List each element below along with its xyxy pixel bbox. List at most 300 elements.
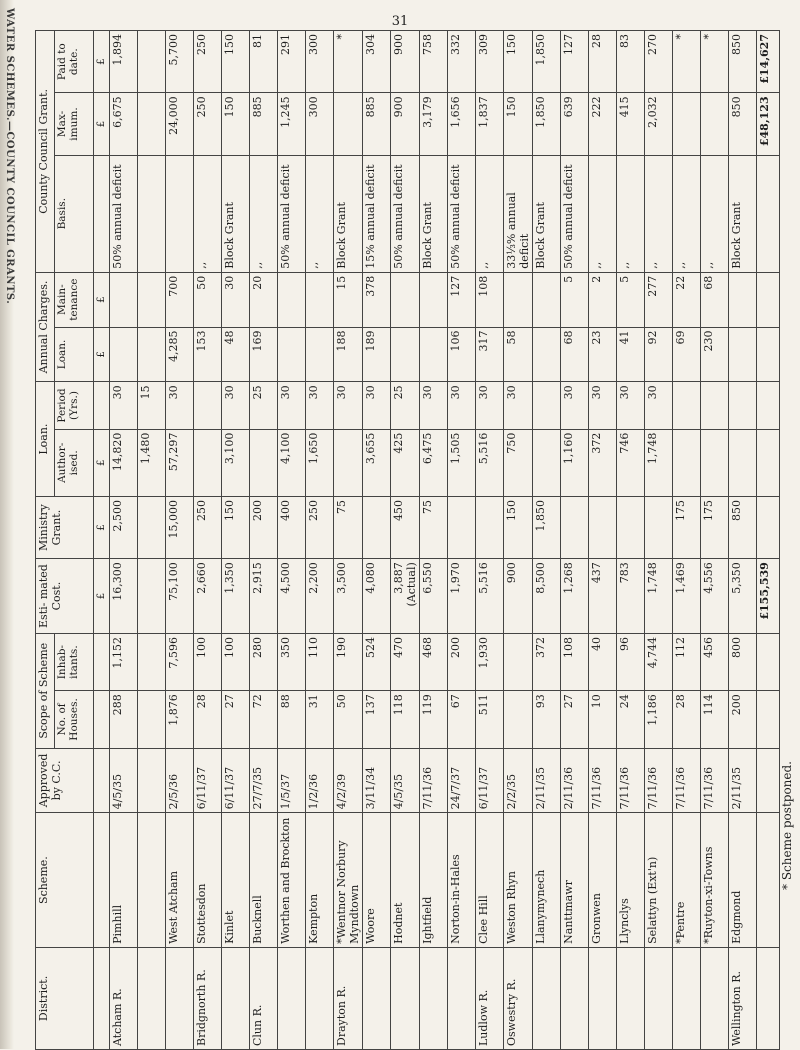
cell-ministry: 2,500 xyxy=(110,496,138,558)
cell-approved xyxy=(138,748,166,813)
total-cost: £155,539 xyxy=(757,559,780,634)
header-inhabitants: Inhab- itants. xyxy=(55,633,94,690)
cell-paid: 1,894 xyxy=(110,31,138,93)
cell-authorised xyxy=(533,429,561,496)
cell-authorised: 372 xyxy=(589,429,617,496)
cell-loan: 68 xyxy=(561,327,589,382)
cell-scheme: *Ruyton-xi-Towns xyxy=(701,813,729,948)
cell-ministry: 150 xyxy=(504,496,533,558)
cell-basis xyxy=(138,155,166,272)
cell-scheme: Llanymynech xyxy=(533,813,561,948)
cell-district xyxy=(363,947,391,1049)
cell-approved: 7/11/36 xyxy=(673,748,701,813)
cell-paid: 250 xyxy=(194,31,222,93)
cell-inhabitants xyxy=(504,633,533,690)
cell-maximum: 2,032 xyxy=(645,93,673,155)
cell-paid: 150 xyxy=(504,31,533,93)
table-row xyxy=(533,31,561,1050)
cell-maintenance: 20 xyxy=(250,272,278,327)
cell-ministry: 75 xyxy=(334,496,363,558)
cell-authorised xyxy=(250,429,278,496)
cell-maintenance: 2 xyxy=(589,272,617,327)
cell-maximum: 639 xyxy=(561,93,589,155)
cell-cost: 1,268 xyxy=(561,559,589,634)
cell-inhabitants: 190 xyxy=(334,633,363,690)
cell-authorised: 1,480 xyxy=(138,429,166,496)
cell-cost: 4,080 xyxy=(363,559,391,634)
cell-district xyxy=(645,947,673,1049)
cell-inhabitants: 100 xyxy=(222,633,250,690)
cell-period: 30 xyxy=(504,382,533,429)
cell-authorised: 1,748 xyxy=(645,429,673,496)
cell-inhabitants: 40 xyxy=(589,633,617,690)
cell-approved: 27/7/35 xyxy=(250,748,278,813)
cell-approved: 7/11/36 xyxy=(420,748,448,813)
cell-maintenance: 378 xyxy=(363,272,391,327)
cell-paid: 83 xyxy=(617,31,645,93)
cell-loan xyxy=(138,327,166,382)
cell-houses: 28 xyxy=(673,691,701,748)
cell-loan xyxy=(391,327,420,382)
cell-houses: 72 xyxy=(250,691,278,748)
cell-ministry xyxy=(138,496,166,558)
cell-basis: 50% annual deficit xyxy=(561,155,589,272)
page-number: 31 xyxy=(391,14,409,29)
cell-houses: 511 xyxy=(476,691,504,748)
cell-loan: 230 xyxy=(701,327,729,382)
cell-cost: 3,887 (Actual) xyxy=(391,559,420,634)
cell-paid: 300 xyxy=(306,31,334,93)
cell-district xyxy=(589,947,617,1049)
unit-maintenance: £ xyxy=(94,272,110,327)
cell-scheme: *Wentnor Norbury Myndtown xyxy=(334,813,363,948)
cell-paid: * xyxy=(334,31,363,93)
cell-basis: ,, xyxy=(617,155,645,272)
cell-authorised: 1,160 xyxy=(561,429,589,496)
cell-period xyxy=(729,382,757,429)
cell-loan xyxy=(420,327,448,382)
unit-cost: £ xyxy=(94,559,110,634)
cell-maintenance xyxy=(306,272,334,327)
cell-period xyxy=(701,382,729,429)
cell-paid: 28 xyxy=(589,31,617,93)
cell-ministry: 1,850 xyxy=(533,496,561,558)
cell-paid: * xyxy=(673,31,701,93)
cell-loan: 188 xyxy=(334,327,363,382)
cell-district xyxy=(391,947,420,1049)
cell-maximum: 900 xyxy=(391,93,420,155)
cell-district xyxy=(306,947,334,1049)
cell-paid: 900 xyxy=(391,31,420,93)
cell-scheme: Woore xyxy=(363,813,391,948)
cell-approved: 6/11/37 xyxy=(222,748,250,813)
cell-maintenance: 68 xyxy=(701,272,729,327)
cell-scheme: *Pentre xyxy=(673,813,701,948)
cell-basis: 50% annual deficit xyxy=(110,155,138,272)
cell-maximum: 885 xyxy=(363,93,391,155)
cell-period: 25 xyxy=(250,382,278,429)
cell-scheme: Nanttmawr xyxy=(561,813,589,948)
table-row xyxy=(561,31,589,1050)
table-row xyxy=(222,31,250,1050)
cell-period: 30 xyxy=(110,382,138,429)
cell-houses: 200 xyxy=(729,691,757,748)
cell-basis: 50% annual deficit xyxy=(391,155,420,272)
cell-basis: 50% annual deficit xyxy=(278,155,306,272)
cell-houses: 28 xyxy=(194,691,222,748)
cell-authorised xyxy=(334,429,363,496)
cell-authorised: 57,297 xyxy=(166,429,194,496)
cell-ministry xyxy=(589,496,617,558)
cell-maximum xyxy=(138,93,166,155)
cell-maximum: 1,837 xyxy=(476,93,504,155)
cell-maximum: 6,675 xyxy=(110,93,138,155)
cell-maximum: 850 xyxy=(729,93,757,155)
cell-authorised: 4,100 xyxy=(278,429,306,496)
table-row xyxy=(278,31,306,1050)
spine-title xyxy=(3,0,17,1049)
cell-inhabitants: 468 xyxy=(420,633,448,690)
cell-approved: 7/11/36 xyxy=(589,748,617,813)
cell-scheme: Worthen and Brockton xyxy=(278,813,306,948)
cell-ministry: 175 xyxy=(701,496,729,558)
table-row xyxy=(250,31,278,1050)
table-row xyxy=(166,31,194,1050)
cell-cost: 2,915 xyxy=(250,559,278,634)
cell-ministry xyxy=(363,496,391,558)
cell-authorised: 3,655 xyxy=(363,429,391,496)
header-ministry: Ministry Grant. xyxy=(36,496,94,558)
cell-district: Atcham R. xyxy=(110,947,138,1049)
cell-paid: 270 xyxy=(645,31,673,93)
cell-basis: ,, xyxy=(250,155,278,272)
cell-basis: ,, xyxy=(701,155,729,272)
cell-approved: 3/11/34 xyxy=(363,748,391,813)
cell-inhabitants: 350 xyxy=(278,633,306,690)
cell-inhabitants: 100 xyxy=(194,633,222,690)
cell-scheme: Edgmond xyxy=(729,813,757,948)
header-scheme: Scheme. xyxy=(36,813,94,948)
cell-loan: 106 xyxy=(448,327,476,382)
cell-approved: 7/11/36 xyxy=(701,748,729,813)
footnote-text: * Scheme postponed. xyxy=(780,761,794,890)
header-approved: Approved by C.C. xyxy=(36,748,94,813)
cell-maximum: 300 xyxy=(306,93,334,155)
table-row xyxy=(645,31,673,1050)
cell-cost: 4,500 xyxy=(278,559,306,634)
cell-ministry: 400 xyxy=(278,496,306,558)
cell-cost: 6,550 xyxy=(420,559,448,634)
cell-loan xyxy=(729,327,757,382)
cell-maintenance xyxy=(391,272,420,327)
table-row xyxy=(448,31,476,1050)
cell-maintenance: 127 xyxy=(448,272,476,327)
cell-scheme: Hodnet xyxy=(391,813,420,948)
cell-maintenance: 30 xyxy=(222,272,250,327)
cell-houses: 119 xyxy=(420,691,448,748)
cell-houses: 288 xyxy=(110,691,138,748)
header-period: Period (Yrs.) xyxy=(55,382,94,429)
cell-basis: ,, xyxy=(306,155,334,272)
cell-basis: Block Grant xyxy=(334,155,363,272)
cell-basis: ,, xyxy=(645,155,673,272)
cell-basis: Block Grant xyxy=(729,155,757,272)
cell-scheme: Ightfield xyxy=(420,813,448,948)
cell-maintenance xyxy=(278,272,306,327)
cell-district: Ludlow R. xyxy=(476,947,504,1049)
cell-cost: 5,350 xyxy=(729,559,757,634)
cell-approved: 6/11/37 xyxy=(194,748,222,813)
cell-authorised: 425 xyxy=(391,429,420,496)
cell-maximum: 222 xyxy=(589,93,617,155)
table-row xyxy=(334,31,363,1050)
table-row xyxy=(701,31,729,1050)
cell-district xyxy=(617,947,645,1049)
cell-period: 30 xyxy=(589,382,617,429)
cell-cost: 16,300 xyxy=(110,559,138,634)
table-row xyxy=(110,31,138,1050)
header-paid: Paid to date. xyxy=(55,31,94,93)
cell-inhabitants: 200 xyxy=(448,633,476,690)
cell-basis: Block Grant xyxy=(420,155,448,272)
cell-basis xyxy=(166,155,194,272)
total-paid: £14,627 xyxy=(757,31,780,93)
cell-period xyxy=(533,382,561,429)
cell-approved: 6/11/37 xyxy=(476,748,504,813)
cell-approved: 2/11/36 xyxy=(561,748,589,813)
cell-inhabitants: 110 xyxy=(306,633,334,690)
table-row xyxy=(194,31,222,1050)
footnote xyxy=(780,0,794,1049)
cell-inhabitants: 280 xyxy=(250,633,278,690)
cell-paid: 309 xyxy=(476,31,504,93)
header-maintenance: Main- tenance xyxy=(55,272,94,327)
cell-ministry xyxy=(645,496,673,558)
table-row xyxy=(729,31,757,1050)
cell-inhabitants: 470 xyxy=(391,633,420,690)
cell-basis: 50% annual deficit xyxy=(448,155,476,272)
cell-houses: 10 xyxy=(589,691,617,748)
cell-paid: 304 xyxy=(363,31,391,93)
cell-approved: 4/2/39 xyxy=(334,748,363,813)
cell-maximum: 250 xyxy=(194,93,222,155)
cell-loan: 23 xyxy=(589,327,617,382)
header-annual-charges: Annual Charges. xyxy=(36,272,55,382)
cell-inhabitants: 1,152 xyxy=(110,633,138,690)
cell-district xyxy=(448,947,476,1049)
header-district: District. xyxy=(36,947,94,1049)
cell-period: 30 xyxy=(476,382,504,429)
table-row xyxy=(306,31,334,1050)
cell-loan xyxy=(533,327,561,382)
cell-maintenance: 700 xyxy=(166,272,194,327)
cell-approved: 2/11/35 xyxy=(533,748,561,813)
cell-district xyxy=(166,947,194,1049)
header-houses: No. of Houses. xyxy=(55,691,94,748)
unit-paid: £ xyxy=(94,31,110,93)
cell-maintenance: 277 xyxy=(645,272,673,327)
cell-period: 30 xyxy=(278,382,306,429)
cell-houses: 93 xyxy=(533,691,561,748)
cell-loan xyxy=(110,327,138,382)
cell-approved: 7/11/36 xyxy=(617,748,645,813)
cell-cost: 2,200 xyxy=(306,559,334,634)
cell-period xyxy=(194,382,222,429)
cell-scheme: West Atcham xyxy=(166,813,194,948)
cell-maximum: 885 xyxy=(250,93,278,155)
cell-maintenance: 22 xyxy=(673,272,701,327)
cell-inhabitants xyxy=(138,633,166,690)
cell-cost: 75,100 xyxy=(166,559,194,634)
cell-ministry xyxy=(448,496,476,558)
cell-paid: 5,700 xyxy=(166,31,194,93)
cell-loan: 69 xyxy=(673,327,701,382)
cell-ministry: 175 xyxy=(673,496,701,558)
cell-district: Clun R. xyxy=(250,947,278,1049)
cell-cost: 1,469 xyxy=(673,559,701,634)
table-row xyxy=(589,31,617,1050)
cell-loan: 189 xyxy=(363,327,391,382)
cell-inhabitants: 112 xyxy=(673,633,701,690)
cell-ministry xyxy=(476,496,504,558)
cell-cost: 1,970 xyxy=(448,559,476,634)
cell-maintenance: 15 xyxy=(334,272,363,327)
cell-maintenance: 108 xyxy=(476,272,504,327)
cell-cost: 437 xyxy=(589,559,617,634)
cell-approved: 2/11/35 xyxy=(729,748,757,813)
cell-paid: 291 xyxy=(278,31,306,93)
cell-maintenance: 5 xyxy=(561,272,589,327)
cell-inhabitants: 108 xyxy=(561,633,589,690)
cell-authorised xyxy=(194,429,222,496)
cell-loan: 58 xyxy=(504,327,533,382)
header-basis: Basis. xyxy=(55,155,94,272)
cell-ministry: 250 xyxy=(306,496,334,558)
cell-houses: 88 xyxy=(278,691,306,748)
cell-maximum: 1,245 xyxy=(278,93,306,155)
cell-loan xyxy=(306,327,334,382)
water-schemes-table xyxy=(35,30,780,1050)
unit-loan-charge: £ xyxy=(94,327,110,382)
cell-period: 30 xyxy=(222,382,250,429)
cell-maintenance: 50 xyxy=(194,272,222,327)
cell-period: 30 xyxy=(420,382,448,429)
cell-authorised: 6,475 xyxy=(420,429,448,496)
cell-houses: 114 xyxy=(701,691,729,748)
cell-cost: 783 xyxy=(617,559,645,634)
cell-district xyxy=(278,947,306,1049)
cell-approved: 4/5/35 xyxy=(391,748,420,813)
cell-ministry: 15,000 xyxy=(166,496,194,558)
table-row xyxy=(391,31,420,1050)
cell-period: 30 xyxy=(645,382,673,429)
cell-district: Wellington R. xyxy=(729,947,757,1049)
cell-district: Bridgnorth R. xyxy=(194,947,222,1049)
cell-approved: 7/11/36 xyxy=(645,748,673,813)
total-maximum: £48,123 xyxy=(757,93,780,155)
cell-loan: 153 xyxy=(194,327,222,382)
cell-maintenance: 5 xyxy=(617,272,645,327)
cell-maintenance xyxy=(504,272,533,327)
cell-maximum: 415 xyxy=(617,93,645,155)
cell-loan: 41 xyxy=(617,327,645,382)
cell-inhabitants: 524 xyxy=(363,633,391,690)
cell-houses: 50 xyxy=(334,691,363,748)
cell-maintenance xyxy=(420,272,448,327)
cell-paid: 850 xyxy=(729,31,757,93)
cell-period xyxy=(673,382,701,429)
cell-inhabitants: 4,744 xyxy=(645,633,673,690)
table-row xyxy=(617,31,645,1050)
cell-ministry: 250 xyxy=(194,496,222,558)
cell-basis: 33⅓% annual deficit xyxy=(504,155,533,272)
cell-inhabitants: 800 xyxy=(729,633,757,690)
cell-district xyxy=(673,947,701,1049)
cell-period: 30 xyxy=(617,382,645,429)
cell-scheme: Gronwen xyxy=(589,813,617,948)
cell-ministry: 450 xyxy=(391,496,420,558)
cell-loan: 4,285 xyxy=(166,327,194,382)
cell-cost: 1,748 xyxy=(645,559,673,634)
header-scope: Scope of Scheme xyxy=(36,633,55,748)
cell-houses: 27 xyxy=(561,691,589,748)
cell-period: 30 xyxy=(334,382,363,429)
cell-houses: 137 xyxy=(363,691,391,748)
cell-period: 30 xyxy=(561,382,589,429)
cell-maintenance xyxy=(110,272,138,327)
cell-inhabitants: 7,596 xyxy=(166,633,194,690)
cell-maintenance xyxy=(533,272,561,327)
cell-paid: * xyxy=(701,31,729,93)
cell-maximum xyxy=(673,93,701,155)
table-frame xyxy=(35,30,771,1050)
cell-houses: 27 xyxy=(222,691,250,748)
cell-basis: Block Grant xyxy=(222,155,250,272)
cell-basis: ,, xyxy=(194,155,222,272)
cell-ministry xyxy=(561,496,589,558)
cell-houses: 31 xyxy=(306,691,334,748)
cell-approved: 1/5/37 xyxy=(278,748,306,813)
cell-maintenance xyxy=(138,272,166,327)
cell-district: Drayton R. xyxy=(334,947,363,1049)
cell-maximum: 150 xyxy=(222,93,250,155)
cell-paid: 127 xyxy=(561,31,589,93)
header-cost: Esti- mated Cost. xyxy=(36,559,94,634)
cell-period: 15 xyxy=(138,382,166,429)
cell-scheme: Llynclys xyxy=(617,813,645,948)
cell-approved: 2/2/35 xyxy=(504,748,533,813)
cell-scheme: Clee Hill xyxy=(476,813,504,948)
cell-authorised: 746 xyxy=(617,429,645,496)
cell-scheme: Kempton xyxy=(306,813,334,948)
cell-inhabitants: 372 xyxy=(533,633,561,690)
cell-houses: 118 xyxy=(391,691,420,748)
cell-paid: 81 xyxy=(250,31,278,93)
table-row xyxy=(504,31,533,1050)
cell-authorised: 14,820 xyxy=(110,429,138,496)
header-loan-charge: Loan. xyxy=(55,327,94,382)
cell-district xyxy=(222,947,250,1049)
cell-basis: 15% annual deficit xyxy=(363,155,391,272)
cell-scheme: Pimhill xyxy=(110,813,138,948)
cell-authorised: 1,650 xyxy=(306,429,334,496)
cell-loan: 48 xyxy=(222,327,250,382)
cell-cost: 8,500 xyxy=(533,559,561,634)
cell-loan: 92 xyxy=(645,327,673,382)
scheme-rows xyxy=(110,31,757,1050)
cell-paid: 150 xyxy=(222,31,250,93)
cell-district xyxy=(533,947,561,1049)
